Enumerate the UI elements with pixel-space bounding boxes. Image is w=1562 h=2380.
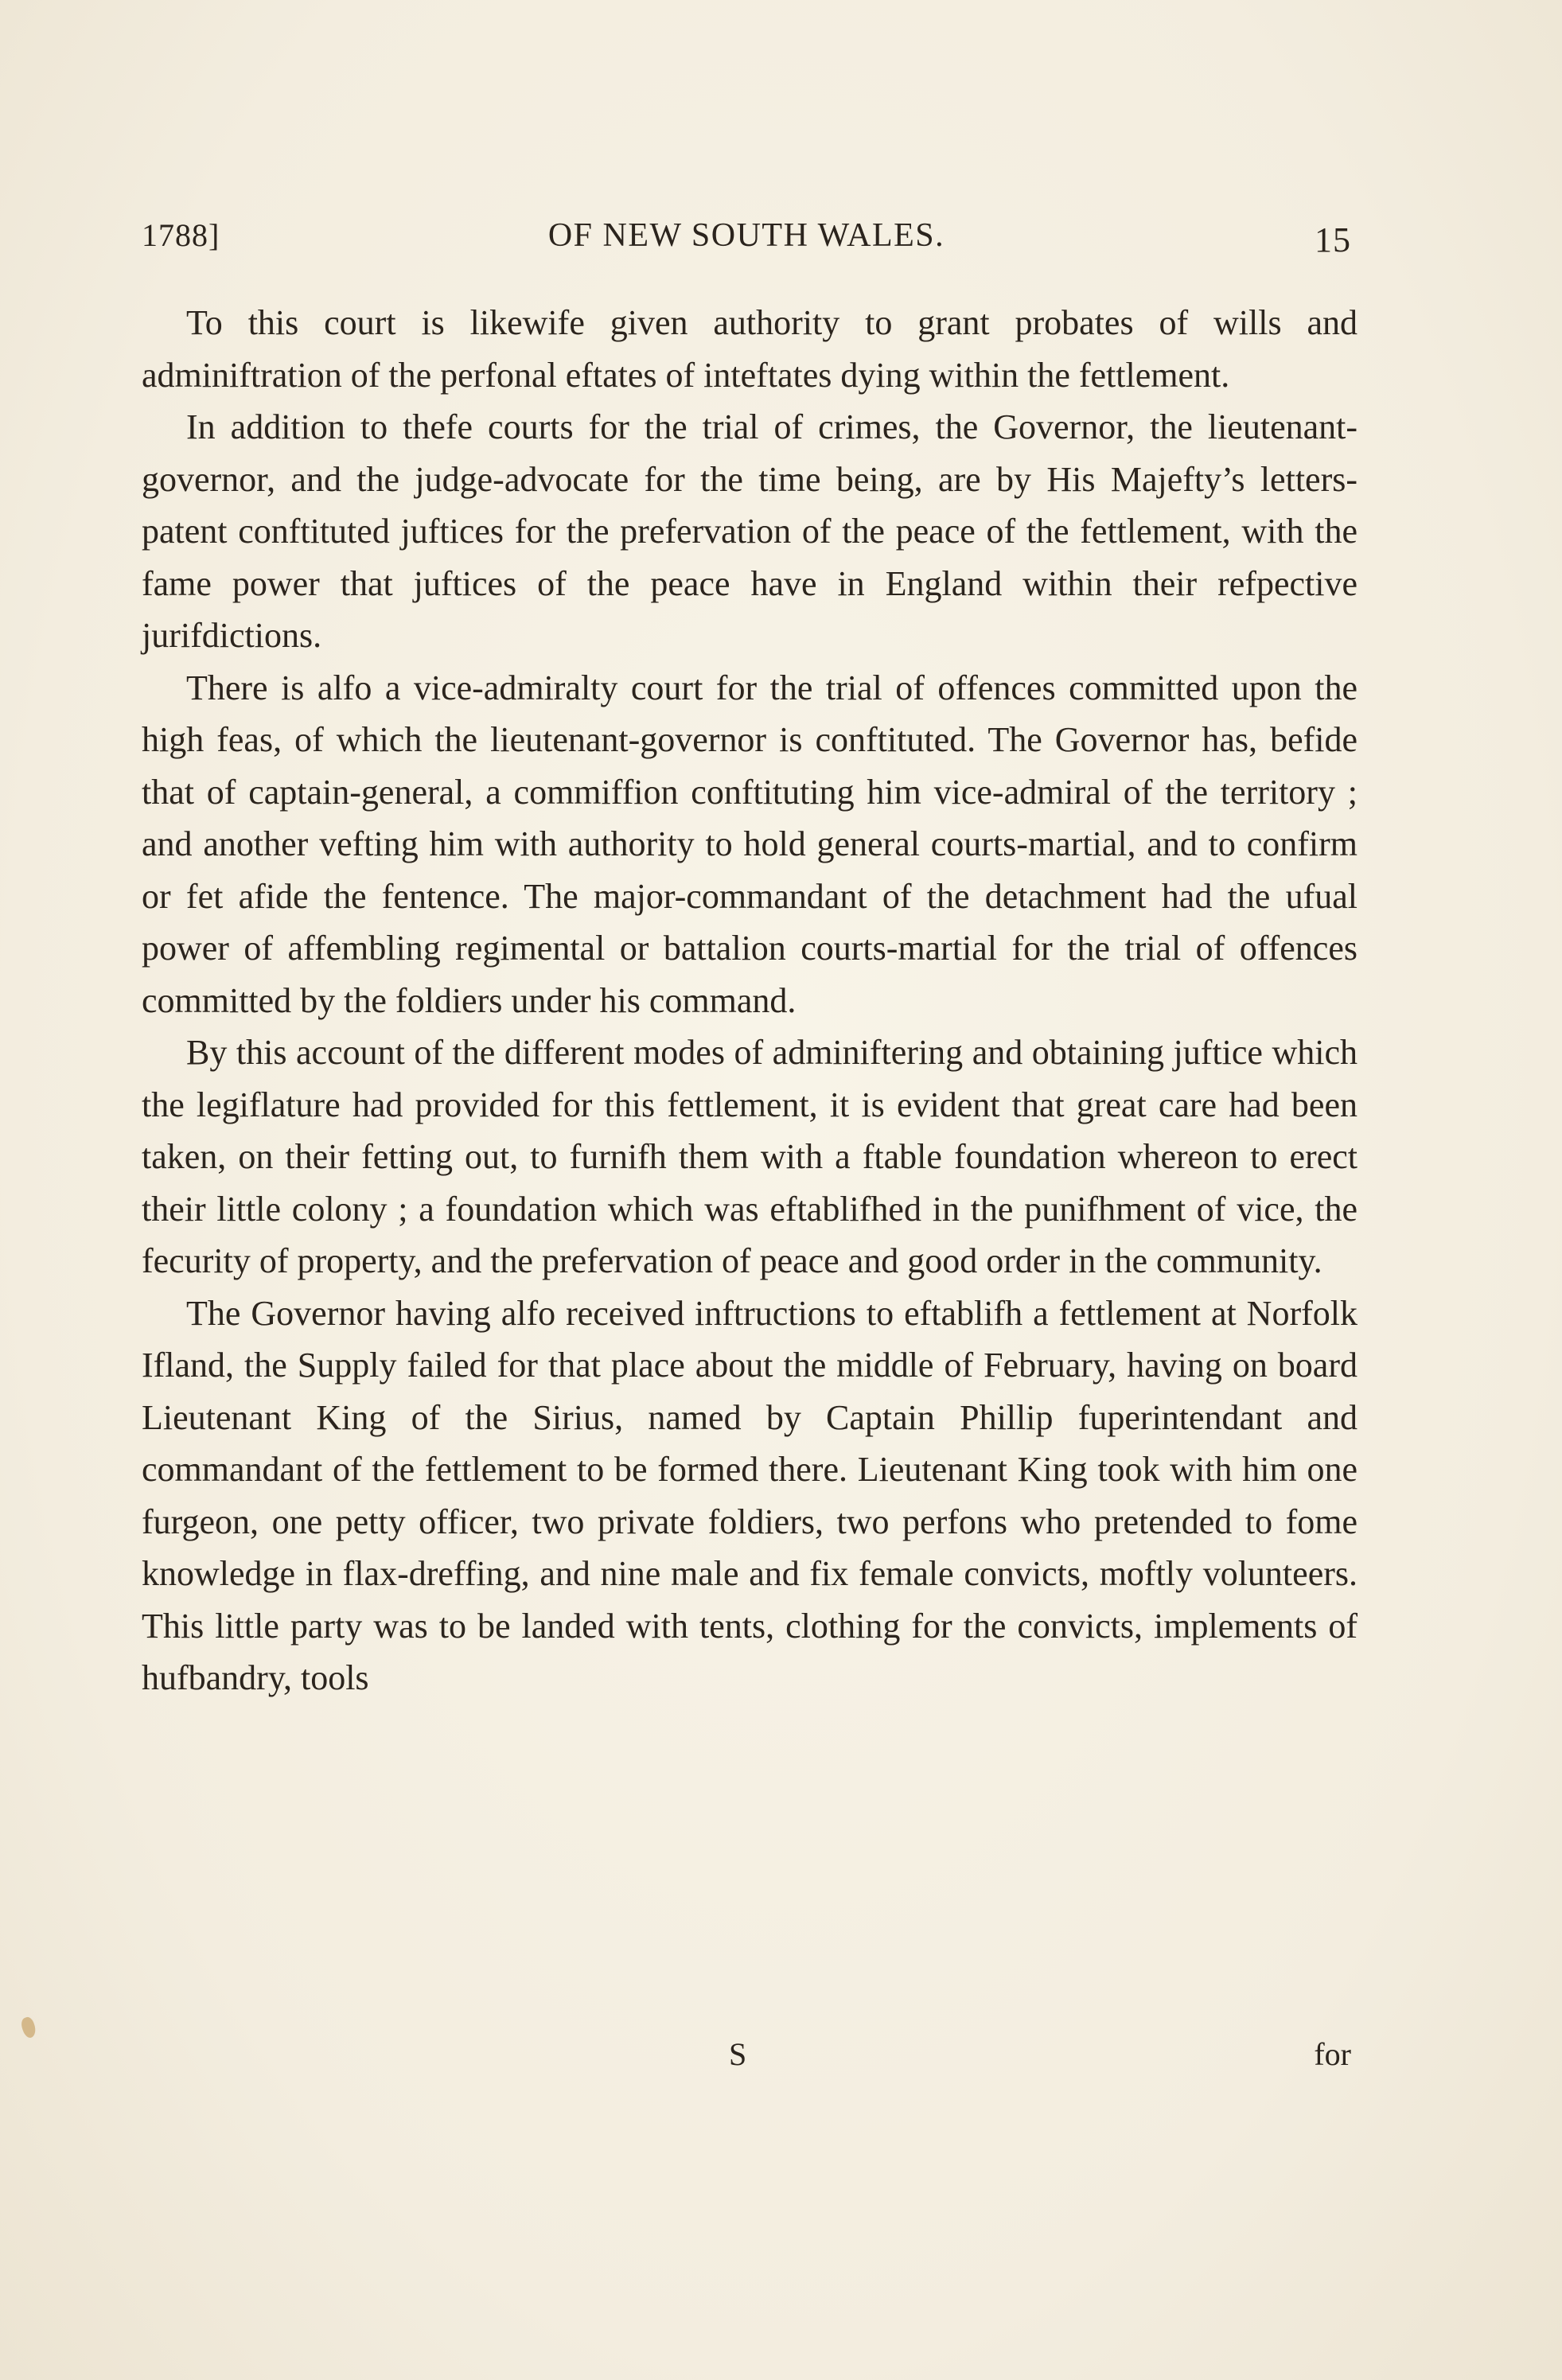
- foxing-spot: [19, 2016, 38, 2039]
- paragraph: The Governor having alfo received inftructions to eftablifh a fettlement at Norfolk Ifland, the Supply failed for that place about the middle of February, having on board Lieutenant King of the Sirius, named by Captain Phillip fuperintendant and commandant of the fettlement to be formed there. Lieutenant King took with him one furgeon, one petty officer, two private foldiers, two perfons who pretended to fome knowledge in flax-dreffing, and nine male and fix female convicts, moftly volunteers. This little party was to be landed with tents, clothing for the convicts, implements of hufbandry, tools: [142, 1293, 1357, 1697]
- paragraph: In addition to thefe courts for the trial of crimes, the Governor, the lieutenant-governor, and the judge-advocate for the time being, are by His Majefty’s letters-patent conftituted juftices for the prefervation of the peace of the fettlement, with the fame power that juftices of the peace have in England within their refpective jurifdictions.: [142, 407, 1357, 655]
- body-text: [142, 297, 1357, 1704]
- page-number: 15: [1315, 220, 1351, 259]
- paragraph: There is alfo a vice-admiralty court for the trial of offences committed upon the high feas, of which the lieutenant-governor is conftituted. The Governor has, befide that of captain-general, a commiffion conftituting him vice-admiral of the territory ; and another vefting him with authority to hold general courts-martial, and to confirm or fet afide the fentence. The major-commandant of the detachment had the ufual power of affembling regimental or battalion courts-martial for the trial of offences committed by the foldiers under his command.: [142, 668, 1357, 1020]
- paragraph: To this court is likewife given authority to grant probates of wills and adminiftration of the perfonal eftates of inteftates dying within the fettlement.: [142, 303, 1357, 395]
- signature-mark: S: [729, 2036, 747, 2072]
- header-title: OF NEW SOUTH WALES.: [547, 217, 945, 254]
- header-year: 1788]: [142, 217, 220, 253]
- page-footer: [142, 2035, 1351, 2083]
- catchword: for: [1314, 2036, 1351, 2072]
- running-header: [142, 216, 1351, 264]
- paragraph: By this account of the different modes of adminiftering and obtaining juftice which the legiflature had provided for this fettlement, it is evident that great care had been taken, on their fetting out, to furnifh them with a ftable foundation whereon to erect their little colony ; a foundation which was eftablifhed in the punifhment of vice, the fecurity of property, and the prefervation of peace and good order in the community.: [142, 1033, 1357, 1280]
